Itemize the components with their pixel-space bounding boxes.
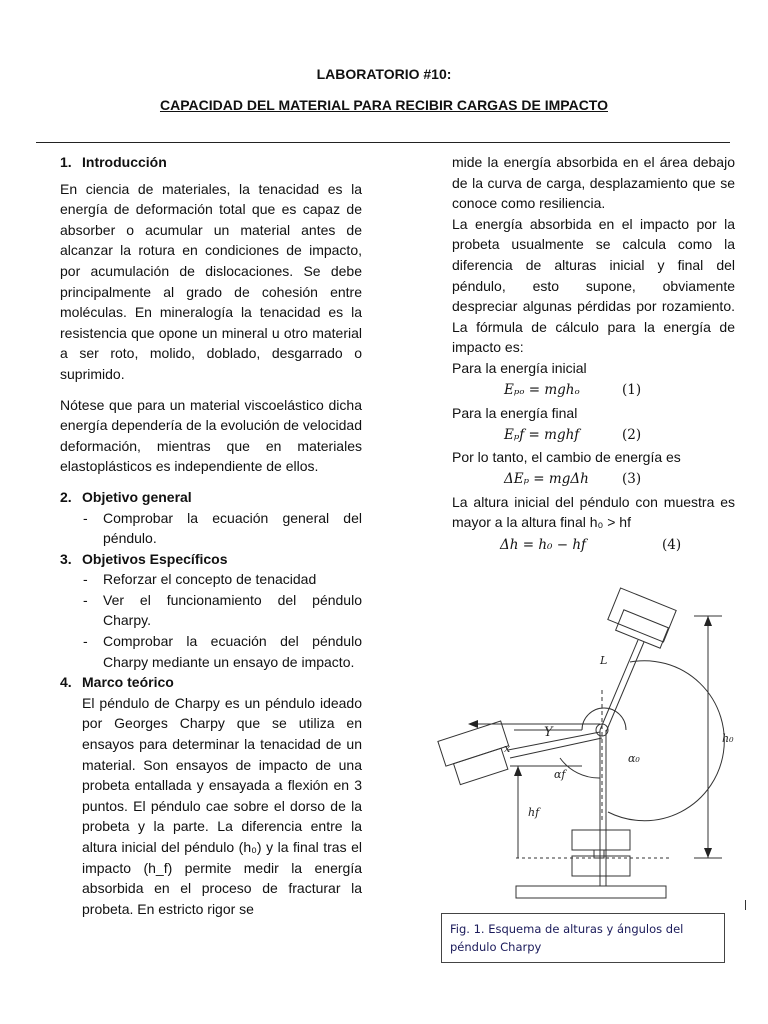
label-initial-energy: Para la energía inicial — [452, 359, 587, 376]
label-L: L — [600, 654, 608, 667]
list-item: - Ver el funcionamiento del péndulo Charpy. — [83, 590, 362, 631]
header-divider — [36, 142, 730, 143]
general-objective-list — [60, 508, 362, 549]
label-Y: Y — [544, 725, 553, 740]
label-x: x — [504, 742, 511, 755]
equation-4: Δh = h₀ − hf (4) — [500, 536, 682, 553]
label-alphaf: αf — [554, 768, 566, 781]
list-item: - Reforzar el concepto de tenacidad — [83, 569, 362, 590]
list-item: - Comprobar la ecuación del péndulo Charpy mediante un ensayo de impacto. — [83, 631, 362, 672]
anvil-upper — [572, 830, 630, 850]
label-final-energy: Para la energía final — [452, 404, 578, 421]
label-energy-change: Por lo tanto, el cambio de energía es — [452, 449, 681, 466]
specific-objectives-list — [60, 569, 362, 672]
edge-mark — [745, 900, 746, 910]
height-paragraph: La altura inicial del péndulo con muestra es mayor a la altura final h₀ > hf — [452, 493, 735, 531]
equation-3: ΔEₚ = mgΔh (3) — [504, 471, 642, 488]
list-item: - Comprobar la ecuación general del péndulo. — [83, 508, 362, 549]
right-column — [452, 152, 735, 557]
energy-paragraph: La energía absorbida en el impacto por la probeta usualmente se calcula como la diferencia de alturas inicial y final del péndulo, esto supone, obviamente despreciar algunas pérdidas por rozamiento. La fórmula de cálculo para la energía de impacto es: — [452, 215, 735, 356]
label-h0: h₀ — [722, 732, 734, 745]
intro-paragraph-2: Nótese que para un material viscoelástico dicha energía dependería de la evolución de velocidad deformación, mientras que en materiales elastoplásticos es independiente de ellos. — [60, 396, 363, 475]
document-title: LABORATORIO #10: — [316, 66, 452, 82]
equation-2: Eₚf = mghf (2) — [504, 426, 642, 443]
intro-paragraph-1: En ciencia de materiales, la tenacidad es la energía de deformación total que es capaz de absorber o acumular un material antes de alcanzar la rotura en condiciones de impacto, por acumulación de dislocaciones. Se debe principalmente al grado de cohesión entre moléculas. En mineralogía la tenacidad es la resistencia que opone un mineral u otro material a ser roto, molido, doblado, desgarrado o suprimido. — [60, 180, 362, 382]
figure-caption: Fig. 1. Esquema de alturas y ángulos del péndulo Charpy — [441, 913, 725, 963]
specimen — [594, 850, 604, 858]
charpy-pendulum-diagram — [432, 580, 750, 910]
label-hf: hf — [528, 806, 540, 819]
anvil-lower — [572, 856, 630, 876]
theory-paragraph: El péndulo de Charpy es un péndulo ideado por Georges Charpy que se utiliza en ensayos para determinar la tenacidad de un material. Son ensayos de impacto de una probeta entallada y ensayada a flexión en 3 puntos. El péndulo cae sobre el dorso de la probeta y la parte. La diferencia entre la altura inicial del péndulo (h₀) y la final tras el impacto (h_f) permite medir la energía absorbida en el proceso de fracturar la probeta. En estricto rigor se — [82, 694, 363, 917]
section-heading-objetivos-especificos: 3. Objetivos Específicos — [60, 550, 228, 567]
left-column — [60, 152, 362, 919]
equation-1: Eₚₒ = mghₒ (1) — [504, 382, 642, 399]
section-heading-marco-teorico: 4. Marco teórico — [60, 674, 174, 691]
section-heading-introduccion: 1. Introducción — [60, 154, 167, 170]
section-heading-objetivo-general: 2. Objetivo general — [60, 488, 192, 505]
theory-paragraph-continued: mide la energía absorbida en el área debajo de la curva de carga, desplazamiento que se conoce como resiliencia. — [452, 154, 735, 212]
document-subtitle: CAPACIDAD DEL MATERIAL PARA RECIBIR CARGAS DE IMPACTO — [159, 97, 608, 113]
pendulum-head-final — [438, 721, 509, 766]
label-alpha0: α₀ — [628, 752, 640, 765]
base-plate — [516, 886, 666, 898]
